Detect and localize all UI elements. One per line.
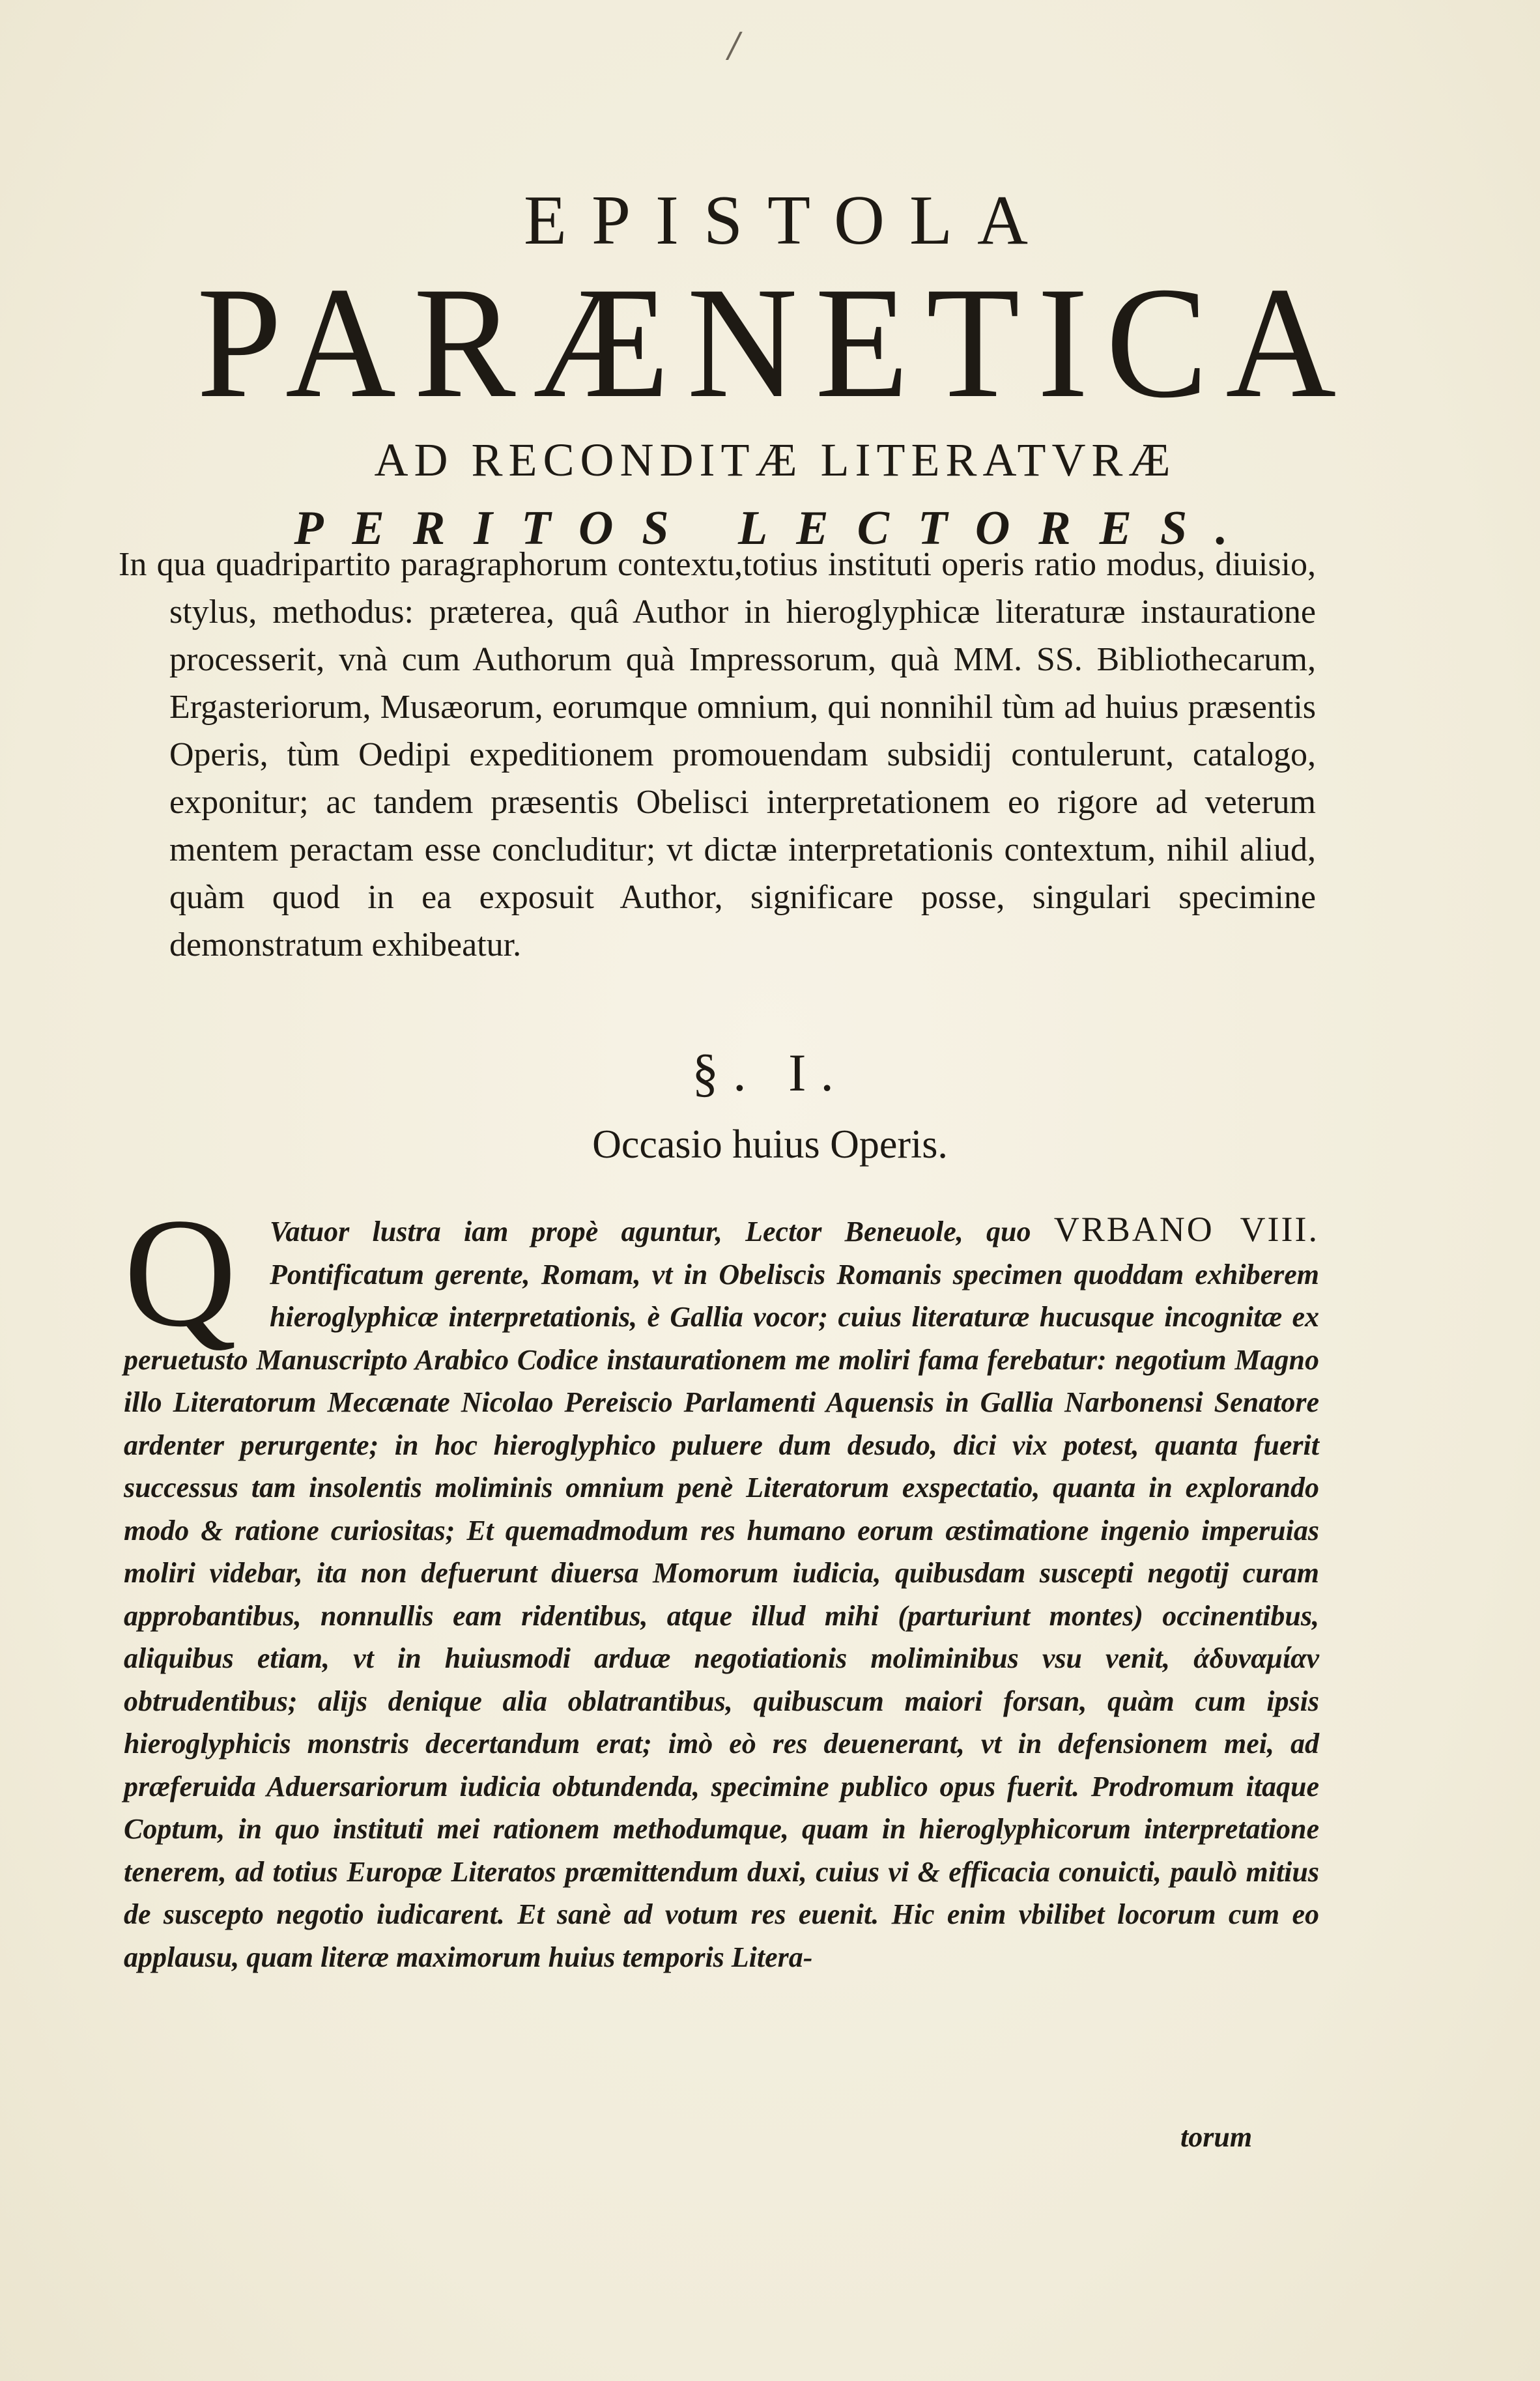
- catchword: torum: [1180, 2121, 1253, 2153]
- body-opening: Vatuor lustra iam propè aguntur, Lector Beneuole, quo: [270, 1216, 1031, 1248]
- title-peritos-lectores: PERITOS LECTORES.: [294, 502, 1257, 555]
- pope-name: VRBANO VIII.: [1053, 1210, 1319, 1249]
- body-text: Pontificatum gerente, Romam, vt in Obeliscis Romanis specimen quoddam exhiberem hieroglyphicæ interpretationis, è Gallia vocor; cuius literaturæ hucusque incognitæ ex peruetusto Manuscripto Arabico Codice instaurationem me moliri fama ferebatur: negotium Magno illo Literatorum Mecænate Nicolao Pereiscio Parlamenti Aquensis in Gallia Narbonensi Senatore ardenter perurgente; in hoc hieroglyphico puluere dum desudo, dici vix potest, quanta fuerit successus tam insolentis moliminis omnium penè Literatorum exspectatio, quanta in explorando modo & ratione curiositas; Et quemadmodum res humano eorum æstimatione ingenio imperuias moliri videbar, ita non defuerunt diuersa Momorum iudicia, quibusdam suscepti negotij curam approbantibus, nonnullis eam ridentibus, atque illud mihi (parturiunt montes) occinentibus, aliquibus etiam, vt in huiusmodi arduæ negotiationis moliminibus vsu venit, ἀδυναμίαν obtrudentibus; alijs denique alia oblatrantibus, quibuscum maiori forsan, quàm cum ipsis hieroglyphicis monstris decertandum erat; imò eò res deuenerant, vt in defensionem mei, ad præferuida Aduersariorum iudicia obtundenda, specimine publico opus fuerit. Prodromum itaque Coptum, in quo instituti mei rationem methodumque, quam in hieroglyphicorum interpretatione tenerem, ad totius Europæ Literatos præmittendum duxi, cuius vi & efficacia conuicti, paulò mitius de suscepto negotio iudicarent. Et sanè ad votum res euenit. Hic enim vbilibet locorum cum eo applausu, quam literæ maximorum huius temporis Litera-: [124, 1258, 1319, 1973]
- section-mark: §. I.: [692, 1043, 848, 1102]
- summary-paragraph: [119, 541, 1316, 969]
- body-paragraph: [124, 1186, 1319, 1978]
- summary-lead: In qua quadripartito paragraphorum contextu,totius instituti operis ratio: [119, 546, 1097, 583]
- section-subtitle: Occasio huius Operis.: [592, 1122, 948, 1167]
- title-epistola: EPISTOLA: [523, 182, 1053, 259]
- summary-rest: modus, diuisio, stylus, methodus: præterea, quâ Author in hieroglyphicæ literaturæ instauratione processerit, vnà cum Authorum quà Impressorum, quà MM. SS. Bibliothecarum, Ergasteriorum, Musæorum, eorumque omnium, qui nonnihil tùm ad huius præsentis Operis, tùm Oedipi expeditionem promouendam subsidij contulerunt, catalogo, exponitur; ac tandem præsentis Obelisci interpretationem eo rigore ad veterum mentem peractam esse concluditur; vt dictæ interpretationis contextum, nihil aliud, quàm quod in ea exposuit Author, significare posse, singulari specimine demonstratum exhibeatur.: [169, 546, 1317, 963]
- drop-cap: Q: [124, 1186, 237, 1359]
- title-ad-reconditae: AD RECONDITÆ LITERATVRÆ: [374, 434, 1176, 486]
- title-paraenetica: PARÆNETICA: [196, 254, 1354, 431]
- folio-mark: /: [728, 26, 740, 65]
- title-block: [111, 182, 1440, 555]
